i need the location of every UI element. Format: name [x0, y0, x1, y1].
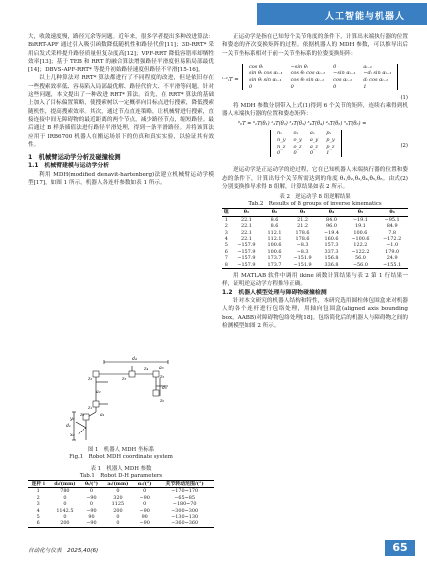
d4-label: d₄ [132, 357, 137, 362]
matrix-cell: nₓ [277, 130, 282, 137]
table-row [28, 520, 214, 527]
table1-title-en: Tab.1 Robot D-H parameters [79, 473, 163, 479]
matrix-cell: oₓ [293, 130, 299, 137]
cell: 173.7 [267, 255, 282, 262]
cell: 84.0 [326, 216, 337, 223]
page-number: 65 [385, 540, 415, 556]
matrix-cell: −sin θᵢ [290, 63, 308, 70]
table-header: θᵢ/(°) [84, 481, 99, 487]
matrix-cell: 0 [309, 150, 314, 157]
cell: −172.2 [383, 236, 402, 242]
cell: −1.0 [386, 242, 399, 249]
y0-label: y₀ [70, 417, 75, 422]
cell: 156.8 [324, 255, 339, 262]
cell: −19.4 [324, 229, 339, 236]
table1-title-cn: 表 1 机器人 MDH 参数 [90, 466, 152, 472]
cell: 200 [60, 520, 70, 527]
cell: 5 [36, 514, 40, 521]
cell: 56.0 [354, 255, 366, 262]
z1-label: z₁ [88, 406, 93, 411]
cell: 7.8 [388, 229, 397, 236]
matrix-cell: 1 [363, 83, 367, 90]
eq1-matrix [242, 64, 398, 90]
cell: −65~85 [174, 494, 195, 501]
paragraph: 针对本文研究的机器人结构和特性，本研究选用圆柱体包围盒来对机器人的各个连杆进行包络处理，用轴向包围盒(aligned axis bounding box，AABB)对障碍物包络处理[18]。包络简化后的机器人与障碍物之间的检测模型如图 2 所示。 [222, 297, 408, 329]
cell: 22.1 [240, 229, 252, 236]
cell: 8 [224, 261, 228, 268]
figure-caption-en: Fig.1 Robot MDH coordinate system [69, 454, 173, 460]
matrix-cell: −sin αᵢ₋₁ [333, 70, 356, 77]
mdh-parameter-table [28, 480, 214, 528]
z0-label: z₀ [80, 413, 85, 418]
matrix-cell: cos αᵢ₋₁ [333, 77, 353, 84]
cell: −170~170 [171, 488, 199, 495]
cell: −300~300 [171, 507, 199, 514]
figure-caption-cn: 图 1 机器人 MDH 坐标系 [87, 447, 155, 453]
cell: 1 [224, 216, 228, 223]
table-header: αᵢ/(°) [137, 481, 152, 487]
cell: 5 [224, 242, 228, 249]
cell: 1142.5 [56, 507, 74, 514]
table2-block [222, 194, 408, 269]
cell: 0 [89, 501, 94, 508]
table-header: θ₃ [299, 209, 306, 216]
table-header: θ₁ [243, 209, 250, 216]
cell: 24.9 [386, 255, 398, 262]
cell: −360~360 [171, 520, 199, 527]
cell: 3 [224, 229, 228, 236]
table-row [222, 216, 408, 223]
matrix-cell: sin θᵢ cos αᵢ₋₁ [249, 70, 283, 77]
cell: 160.6 [324, 236, 339, 242]
paragraph: 正运动学是指在已知每个关节角度的条件下，计算出末端执行器的位置和姿态的齐次变换矩阵的过程。依据机器人的 MDH 参数，可以推导出后一关节坐标系相对于前一关节坐标系的位姿变换矩阵： [222, 34, 408, 57]
cell: 84.9 [386, 223, 398, 230]
cell: −180~70 [172, 501, 197, 508]
matrix-cell: 0 [290, 83, 294, 90]
matrix-cell: n_z [277, 143, 286, 150]
cell: −157.9 [237, 255, 256, 262]
cell: −19.1 [352, 216, 368, 223]
cell: 0 [89, 488, 94, 495]
cell: 6 [224, 248, 228, 255]
cell: 21.2 [297, 223, 308, 230]
cell: −157.9 [237, 242, 256, 249]
cell: 336.8 [324, 261, 339, 268]
cell: −95.1 [384, 216, 400, 223]
eq2-lhs: ⁰₆T = ⁰₁T(θ₁) ¹₂T(θ₂) ²₃T(θ₃) ³₄T(θ₄) ⁴₅T(θ₅) ⁵₆T(θ₆) = [238, 121, 367, 128]
section-title: 人工智能与机器人 [324, 12, 405, 22]
cell: −90 [86, 507, 97, 514]
z5-label: z₅ [160, 375, 165, 380]
cell: −151.9 [293, 255, 312, 262]
matrix-cell: a_z [309, 143, 319, 150]
table2-title-en: Tab.2 Results of 8 groups of inverse kinematics [248, 201, 382, 208]
paragraph: 利用 MDH(modified denavit-hartenberg)法建立机械臂运动学模型[17]，如图 1 所示，机器人各连杆参数如表 1 所示。 [28, 171, 214, 187]
figure-caption [28, 447, 214, 461]
cell: 22.1 [240, 236, 252, 242]
right-column [222, 33, 408, 330]
inverse-solution-table [222, 208, 408, 269]
cell: −90 [86, 520, 97, 527]
cell: 19.1 [354, 223, 366, 230]
table1-block [28, 466, 214, 528]
cell: 100.6 [267, 248, 282, 255]
matrix-cell: a_y [309, 137, 319, 144]
table-row [28, 488, 214, 495]
cell: 200 [113, 507, 123, 514]
eq2-number: (2) [400, 143, 408, 150]
matrix-cell: cos θᵢ sin αᵢ₋₁ [290, 77, 325, 84]
cell: −155.1 [383, 261, 402, 268]
cell: 112.1 [267, 229, 282, 236]
cell: 0 [63, 514, 67, 521]
cell: 112.1 [267, 236, 282, 242]
cell: 1 [36, 488, 40, 495]
matrix-cell: aᵢ₋₁ [363, 63, 372, 70]
cell: 8.6 [270, 223, 279, 230]
cell: −8.3 [296, 242, 309, 249]
table-header: 组 [223, 209, 229, 216]
table-header: dᵢ/(mm) [54, 481, 76, 487]
cell: 0 [63, 494, 67, 501]
cell: −122.2 [351, 248, 370, 255]
matrix-cell: aₓ [309, 130, 315, 137]
table2-title-cn: 表 2 逆运动学 8 组逆解结果 [279, 194, 351, 201]
cell: −157.9 [237, 261, 256, 268]
matrix-cell: 0 [293, 150, 297, 157]
matrix-cell: 1 [326, 150, 330, 157]
matrix-cell: 0 [333, 63, 337, 70]
eq1-lhs: ⁱ⁻¹ᵢT = [222, 76, 239, 83]
cell: 337.3 [324, 248, 339, 255]
cell: 100.6 [353, 229, 368, 236]
matrix-cell: p_z [326, 143, 335, 150]
table-header: aᵢ/(mm) [107, 481, 129, 487]
cell: 122.2 [353, 242, 368, 249]
cell: 178.6 [295, 229, 310, 236]
a2-label: a₂ [96, 390, 101, 395]
left-column [28, 33, 214, 187]
cell: 8.6 [270, 216, 279, 223]
d6-label: d₆ [162, 386, 167, 391]
cell: −130~130 [171, 514, 199, 521]
cell: 179.0 [385, 248, 400, 255]
cell: 0 [143, 501, 147, 508]
paragraph: 将 MDH 参数分别带入上式(1)得到 6 个关节的矩阵，连续右乘得到机器人末端执行器的位置和姿态矩阵： [222, 102, 408, 118]
a1-label: a₁ [100, 413, 105, 418]
cell: 2 [36, 494, 40, 501]
cell: 22.1 [240, 216, 252, 223]
cell: 96.0 [326, 223, 337, 230]
robot-mdh-figure [56, 356, 182, 444]
z6-label: z₆ [160, 399, 165, 404]
eq1-number: (1) [400, 94, 408, 101]
cell: 7 [224, 255, 228, 262]
matrix-cell: 0 [249, 83, 253, 90]
cell: 320 [113, 494, 123, 501]
cell: 157.3 [324, 242, 339, 249]
cell: −100.6 [351, 236, 370, 242]
matrix-cell: cos θᵢ cos αᵢ₋₁ [290, 70, 326, 77]
cell: 1125 [111, 501, 125, 508]
table-header: 关节转动范围/(°) [165, 481, 204, 487]
d1-label: d₁ [66, 424, 71, 429]
matrix-cell: dᵢ cos αᵢ₋₁ [363, 77, 389, 84]
cell: −56.0 [352, 261, 368, 268]
cell: −8.3 [296, 248, 309, 255]
table-header: θ₄ [328, 209, 335, 216]
cell: 90 [141, 514, 148, 521]
cell: 22.1 [240, 223, 252, 230]
matrix-cell: 0 [333, 83, 337, 90]
paragraph: 逆运动学是正运动学的逆过程，它在已知机器人末端执行器的位置和姿态的条件下，计算出每个关节所需达到的角度 θ₁,θ₂,θ₃,θ₄,θ₅,θ₆。由式(2)分别变换推导求得 8 组解，计算结果如表 2 所示。 [222, 167, 408, 191]
section-heading: 1 机械臂运动学分析及碰撞检测 [28, 154, 121, 162]
table-header: 连杆 i [31, 481, 45, 487]
table-header: θ₂ [271, 209, 278, 216]
matrix-cell: −dᵢ sin αᵢ₋₁ [363, 70, 392, 77]
cell: 0 [143, 488, 147, 495]
x0-label: x₀ [70, 433, 75, 438]
cell: −90 [86, 494, 97, 501]
matrix-cell: p_y [326, 137, 335, 144]
paragraph: 用 MATLAB 软件中调用 ikine 函数计算结果与表 2 第 1 行结果一样，证明逆运动学方程推导正确。 [222, 273, 408, 288]
table-row [222, 262, 408, 269]
equation-1 [222, 60, 408, 102]
cell: −151.9 [293, 261, 312, 268]
cell: 21.2 [297, 216, 308, 223]
cell: 0 [116, 514, 120, 521]
eq2-matrix [270, 130, 342, 156]
z2-label: z₂ [88, 377, 93, 382]
cell: 0 [116, 520, 120, 527]
cell: 4 [224, 236, 228, 242]
paragraph: 以上几种算法对 RRT* 算法都进行了不同程度的改进，但是依旧存在一些搜索效率低、容易陷入局部最优解、路径代价大、不平滑等问题。针对这些问题，本文提出了一种改进 RRT* 算法。首先，在 RRT* 算法的基础上加入了目标偏置策略，使搜索树以一定概率向目标点进行搜索，降低搜索随机性，提高搜索效率。其次，通过节点直连策略，让机械臂进行搜索，直接连接中间无障碍物的最近距离的两个节点，减少路径节点，缩短路径。最后通过 B 样条插值法进行路径平滑处理，得到一条平滑路径。并将该算法应用于 IRB6700 机器人在搬运场景下的仿真和真实实验，以验证其有效性。 [28, 75, 214, 148]
cell: 178.6 [295, 236, 310, 242]
matrix-cell: o_y [293, 137, 302, 144]
cell: 4 [36, 507, 40, 514]
header-bar [257, 3, 427, 25]
matrix-cell: pₓ [326, 130, 332, 137]
paragraph: 大，收敛速度慢，路径冗余等问题。近年来，很多学者提出多种改进算法：BiRRT-APF 通过引入吸引函数降低随机性和路径代价[11]；3D-RRT* 采用启发式采样提升路径质量但复杂度高[12]；VPF-RRT 降低容错率却牺牲效率[13]；基于 TEB 和 RRT 的融合算法增强路径平滑度但易陷局部最优[14]；DBVS-APF-RRT* 等提升初始路径速度但路径不平滑[15-16]。 [28, 34, 214, 74]
cell: −157.9 [237, 248, 256, 255]
z4-label: z₄ [144, 367, 149, 372]
matrix-cell: cos θᵢ [249, 63, 263, 70]
cell: 100.6 [267, 242, 282, 249]
subsection-heading: 1.1 机械臂建模与运动学分析 [28, 163, 110, 170]
cell: 0 [63, 501, 67, 508]
matrix-cell: 0 [277, 150, 281, 157]
cell: −90 [139, 494, 150, 501]
matrix-cell: sin θᵢ sin αᵢ₋₁ [249, 77, 282, 84]
journal-footer: 自动化与仪表 2025,40(6) [28, 548, 99, 554]
matrix-cell: o_z [293, 143, 302, 150]
robot-diagram [56, 356, 182, 444]
cell: 2 [224, 223, 228, 230]
cell: 780 [60, 488, 70, 495]
cell: −90 [139, 507, 150, 514]
cell: 6 [36, 520, 40, 527]
cell: 173.7 [267, 261, 282, 268]
cell: 90 [88, 514, 95, 521]
a3-label: a₃ [159, 366, 164, 371]
matrix-cell: n_y [277, 137, 286, 144]
cell: 0 [116, 488, 120, 495]
cell: −90 [139, 520, 150, 527]
z3-label: z₃ [122, 377, 127, 382]
cell: 3 [36, 501, 40, 508]
table-header: θ₅ [357, 209, 364, 216]
equation-2 [222, 120, 408, 166]
table-header: θ₆ [389, 209, 395, 216]
subsection-heading: 1.2 机器人模型处理与障碍物碰撞检测 [222, 289, 327, 296]
